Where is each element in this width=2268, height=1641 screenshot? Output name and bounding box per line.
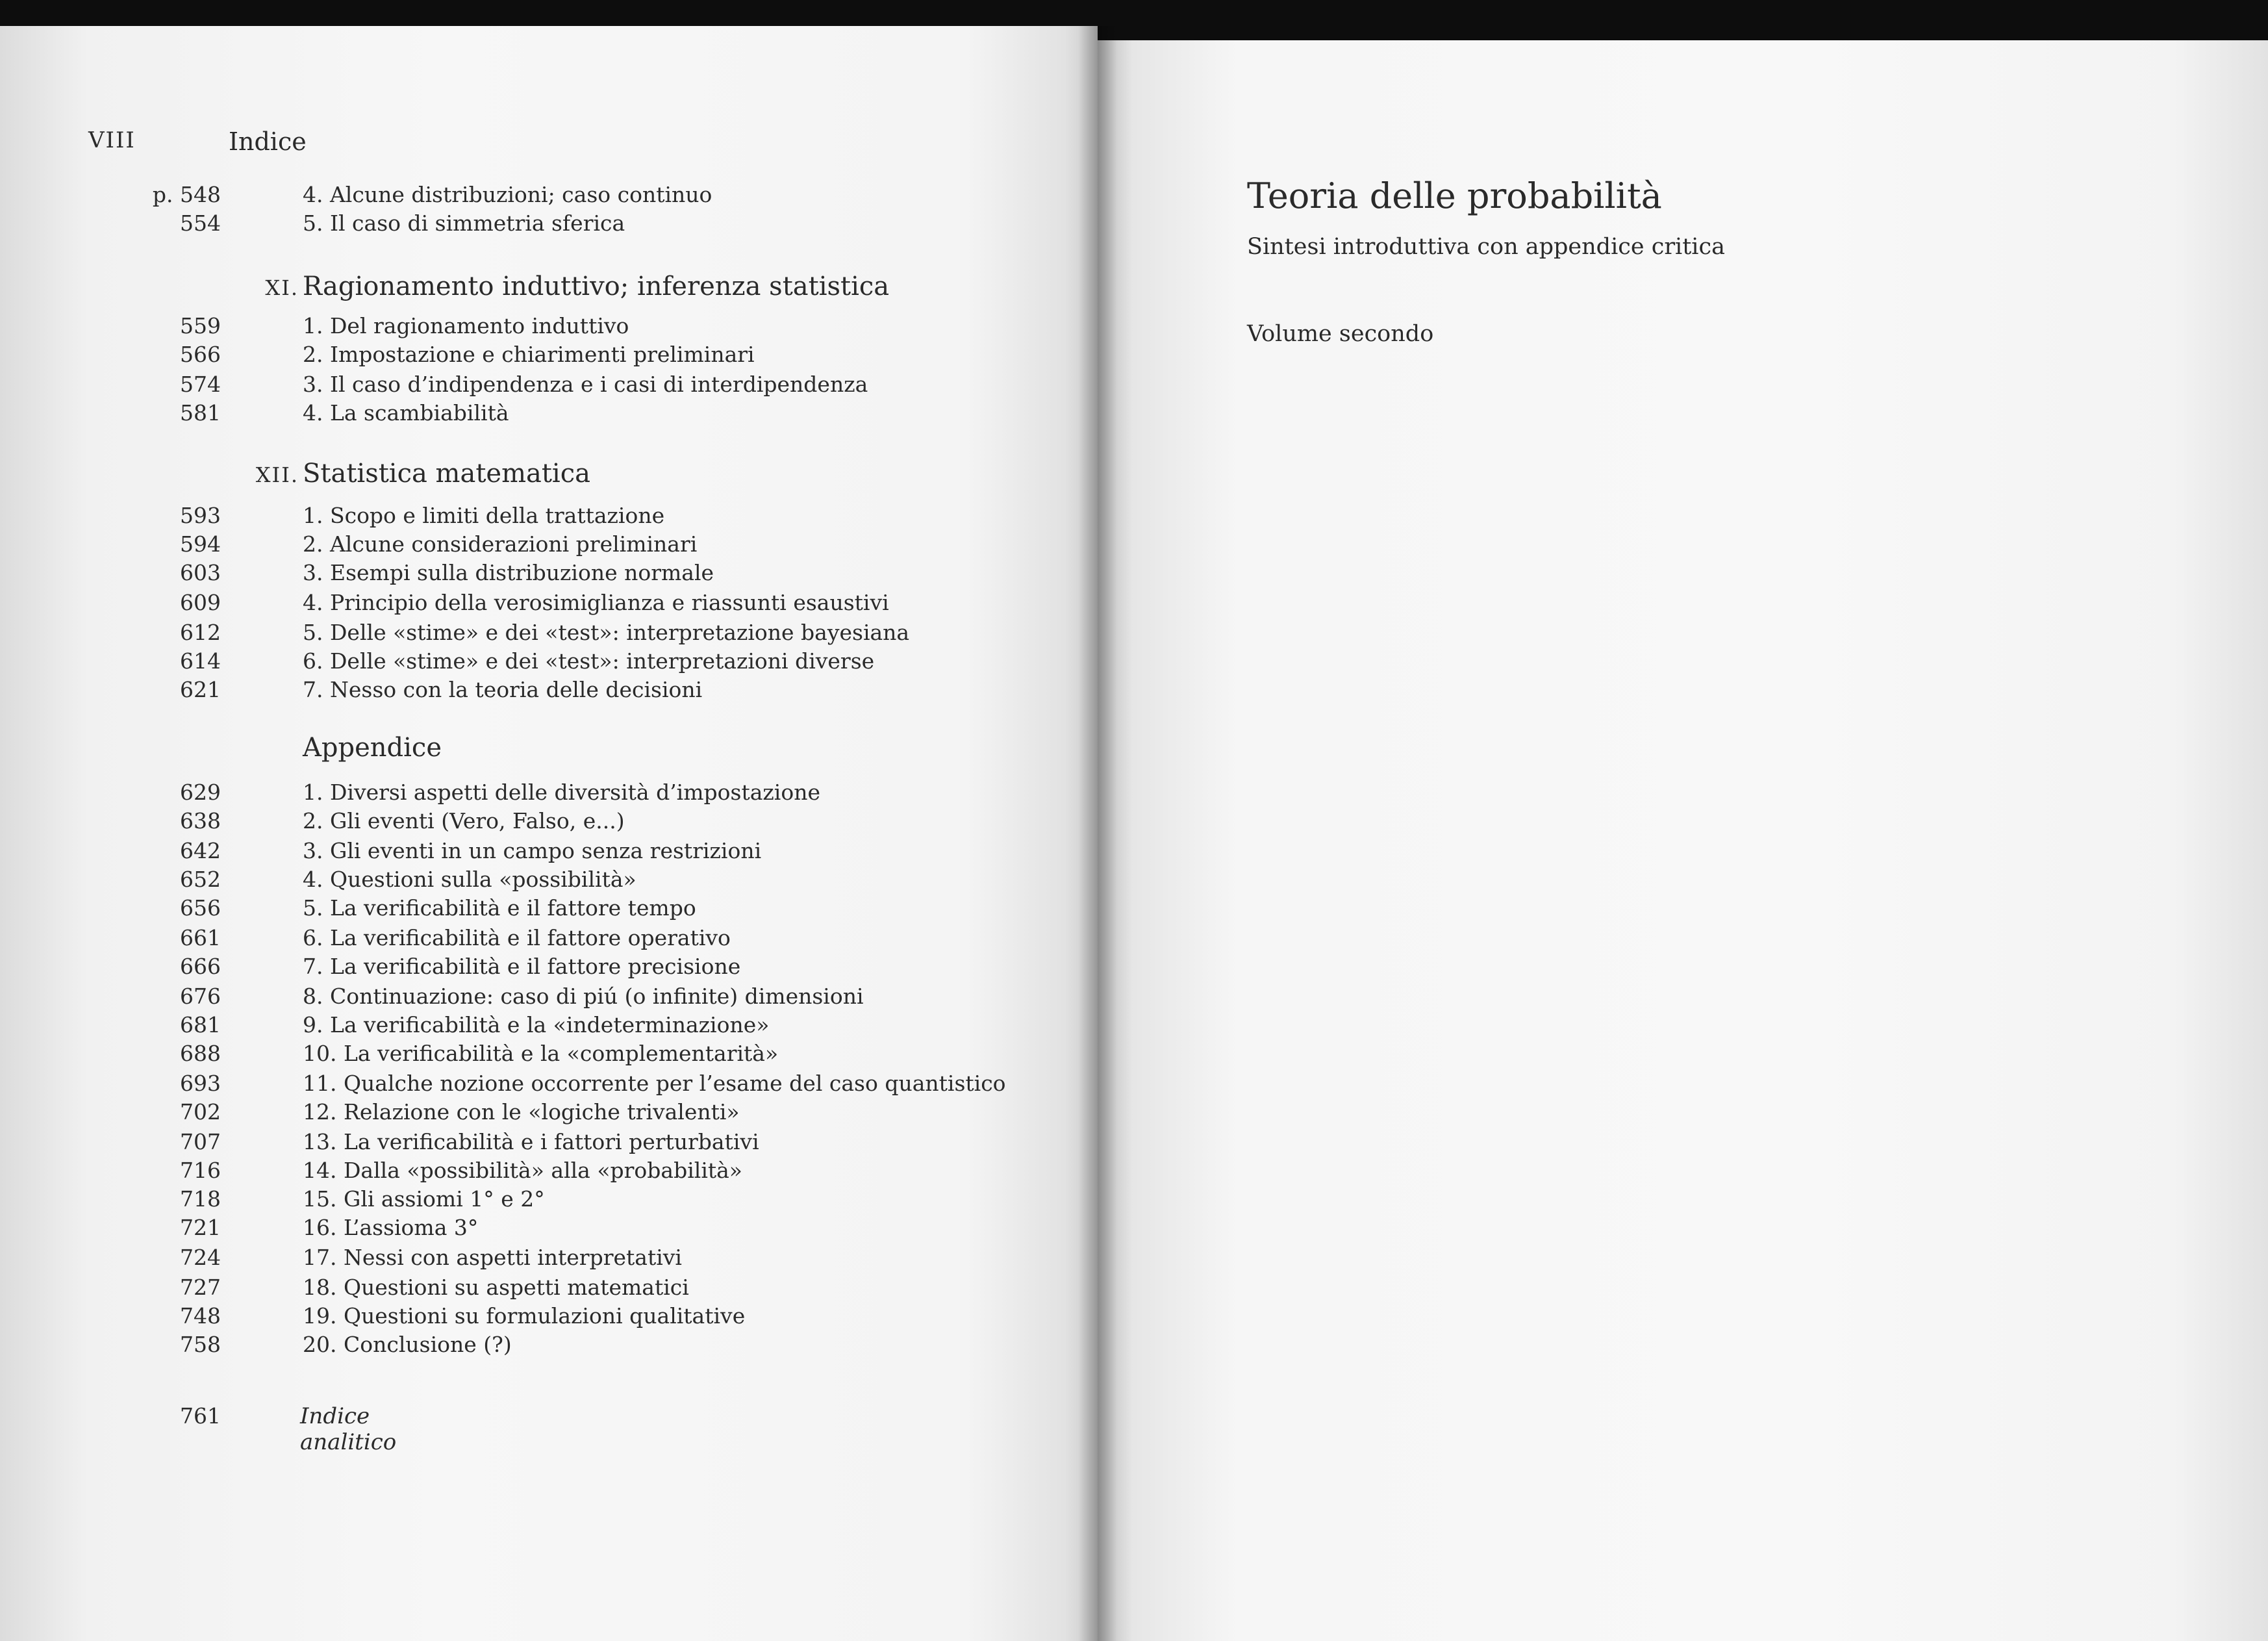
toc-entry: 17. Nessi con aspetti interpretativi [303, 1245, 682, 1270]
running-title: Indice [229, 127, 307, 156]
toc-entry: 4. Principio della verosimiglianza e riassunti esaustivi [303, 590, 889, 615]
toc-entry: 19. Questioni su formulazioni qualitative [303, 1303, 746, 1329]
book-subtitle: Sintesi introduttiva con appendice critica [1247, 234, 1725, 260]
left-page [0, 26, 1098, 1641]
toc-entry: 4. La scambiabilità [303, 400, 509, 426]
toc-page-number: 707 [180, 1129, 221, 1154]
toc-entry: 3. Il caso d’indipendenza e i casi di interdipendenza [303, 372, 868, 397]
toc-page-number: 688 [180, 1041, 221, 1066]
toc-entry: 4. Questioni sulla «possibilità» [303, 867, 636, 892]
toc-entry: 15. Gli assiomi 1° e 2° [303, 1186, 545, 1212]
toc-page-number: 642 [180, 838, 221, 863]
chapter-title: Ragionamento induttivo; inferenza statistica [303, 272, 890, 301]
appendix-heading: Appendice [303, 733, 442, 763]
page-folio: VIII [88, 127, 136, 153]
toc-page-number: 603 [180, 560, 221, 585]
toc-entry: 3. Gli eventi in un campo senza restrizioni [303, 838, 762, 863]
volume-label: Volume secondo [1247, 321, 1434, 347]
toc-page-number: 676 [180, 984, 221, 1009]
toc-page-number: 666 [180, 954, 221, 979]
toc-entry: 18. Questioni su aspetti matematici [303, 1275, 689, 1300]
toc-entry: 7. La verificabilità e il fattore precisione [303, 954, 741, 979]
toc-entry: 6. La verificabilità e il fattore operativo [303, 925, 731, 950]
toc-entry: 3. Esempi sulla distribuzione normale [303, 560, 714, 585]
toc-entry: 5. Il caso di simmetria sferica [303, 210, 625, 236]
chapter-heading [0, 272, 1039, 308]
book-gutter [1078, 26, 1117, 1641]
book-title: Teoria delle probabilità [1247, 175, 1662, 216]
toc-entry: 20. Conclusione (?) [303, 1332, 512, 1357]
toc-page-number: 554 [180, 210, 221, 236]
toc-page-number: 721 [180, 1215, 221, 1240]
toc-entry: 16. L’assioma 3° [303, 1215, 479, 1240]
toc-page-number: p. 548 [152, 182, 221, 207]
toc-entry: 13. La verificabilità e i fattori perturbativi [303, 1129, 759, 1154]
toc-page-number: 661 [180, 925, 221, 950]
toc-entry: 4. Alcune distribuzioni; caso continuo [303, 182, 712, 207]
toc-page-number: 594 [180, 531, 221, 557]
toc-page-number: 718 [180, 1186, 221, 1212]
toc-page-number: 581 [180, 400, 221, 426]
toc-entry: 9. La verificabilità e la «indeterminazione» [303, 1012, 770, 1037]
index-entry: Indice analitico [300, 1403, 397, 1455]
toc-page-number: 614 [180, 648, 221, 674]
toc-page-number: 621 [180, 677, 221, 702]
toc-entry: 7. Nesso con la teoria delle decisioni [303, 677, 703, 702]
toc-page-number: 748 [180, 1303, 221, 1329]
toc-entry: 1. Scopo e limiti della trattazione [303, 503, 665, 528]
toc-page-number: 761 [180, 1403, 221, 1429]
chapter-number: XI. [265, 275, 299, 300]
toc-page-number: 724 [180, 1245, 221, 1270]
toc-page-number: 702 [180, 1099, 221, 1125]
toc-entry: 5. Delle «stime» e dei «test»: interpretazione bayesiana [303, 620, 910, 645]
right-page [1098, 40, 2268, 1641]
toc-entry: 14. Dalla «possibilità» alla «probabilità» [303, 1158, 742, 1183]
chapter-heading [0, 459, 1039, 495]
toc-entry: 1. Del ragionamento induttivo [303, 313, 629, 338]
toc-page-number: 629 [180, 780, 221, 805]
toc-entry: 10. La verificabilità e la «complementarità» [303, 1041, 779, 1066]
toc-entry: 2. Impostazione e chiarimenti preliminari [303, 342, 755, 367]
toc-page-number: 559 [180, 313, 221, 338]
toc-page-number: 609 [180, 590, 221, 615]
toc-page-number: 681 [180, 1012, 221, 1037]
toc-page-number: 566 [180, 342, 221, 367]
toc-page-number: 727 [180, 1275, 221, 1300]
toc-entry: 2. Gli eventi (Vero, Falso, e...) [303, 808, 625, 833]
toc-page-number: 758 [180, 1332, 221, 1357]
toc-entry: 6. Delle «stime» e dei «test»: interpretazioni diverse [303, 648, 875, 674]
toc-entry: 2. Alcune considerazioni preliminari [303, 531, 698, 557]
toc-page-number: 656 [180, 895, 221, 921]
toc-entry: 1. Diversi aspetti delle diversità d’impostazione [303, 780, 820, 805]
toc-page-number: 652 [180, 867, 221, 892]
chapter-number: XII. [255, 463, 299, 487]
toc-entry: 11. Qualche nozione occorrente per l’esame del caso quantistico [303, 1071, 1006, 1096]
toc-entry: 8. Continuazione: caso di piú (o infinite) dimensioni [303, 984, 864, 1009]
chapter-title: Statistica matematica [303, 459, 590, 489]
toc-page-number: 638 [180, 808, 221, 833]
toc-entry: 12. Relazione con le «logiche trivalenti» [303, 1099, 740, 1125]
toc-entry: 5. La verificabilità e il fattore tempo [303, 895, 696, 921]
toc-page-number: 612 [180, 620, 221, 645]
toc-page-number: 716 [180, 1158, 221, 1183]
toc-page-number: 693 [180, 1071, 221, 1096]
toc-page-number: 574 [180, 372, 221, 397]
toc-page-number: 593 [180, 503, 221, 528]
